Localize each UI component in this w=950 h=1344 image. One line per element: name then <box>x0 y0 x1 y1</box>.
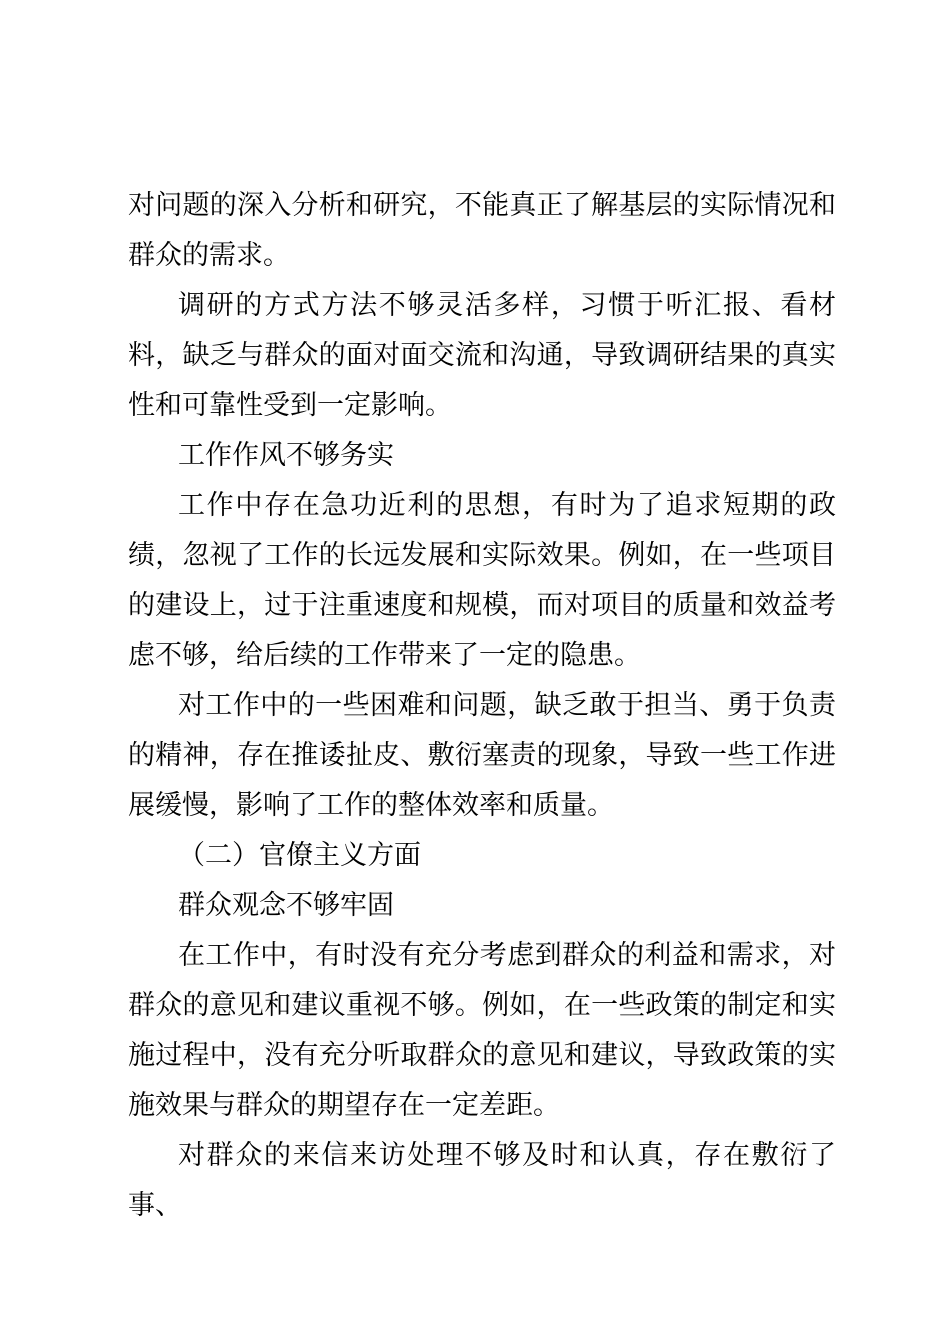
subheading-work-style: 工作作风不够务实 <box>178 440 394 471</box>
paragraph-short-term-gains: 工作中存在急功近利的思想，有时为了追求短期的政绩，忽视了工作的长远发展和实际效果。例如，在一些项目的建设上，过于注重速度和规模，而对项目的质量和效益考虑不够，给后续的工作带来了一定的隐患。 <box>128 490 836 671</box>
paragraph-petitions: 对群众的来信来访处理不够及时和认真，存在敷衍了事、 <box>128 1140 836 1221</box>
paragraph-research-methods: 调研的方式方法不够灵活多样，习惯于听汇报、看材料，缺乏与群众的面对面交流和沟通，导致调研结果的真实性和可靠性受到一定影响。 <box>128 290 836 421</box>
paragraph-responsibility: 对工作中的一些困难和问题，缺乏敢于担当、勇于负责的精神，存在推诿扯皮、敷衍塞责的现象，导致一些工作进展缓慢，影响了工作的整体效率和质量。 <box>128 690 836 821</box>
subheading-mass-awareness: 群众观念不够牢固 <box>178 890 394 921</box>
section-heading-bureaucratism: （二）官僚主义方面 <box>178 840 421 871</box>
paragraph-mass-interests: 在工作中，有时没有充分考虑到群众的利益和需求，对群众的意见和建议重视不够。例如，在一些政策的制定和实施过程中，没有充分听取群众的意见和建议，导致政策的实施效果与群众的期望存在一定差距。 <box>128 940 836 1121</box>
document-body <box>128 181 836 1231</box>
paragraph-continuation: 对问题的深入分析和研究，不能真正了解基层的实际情况和群众的需求。 <box>128 190 836 271</box>
